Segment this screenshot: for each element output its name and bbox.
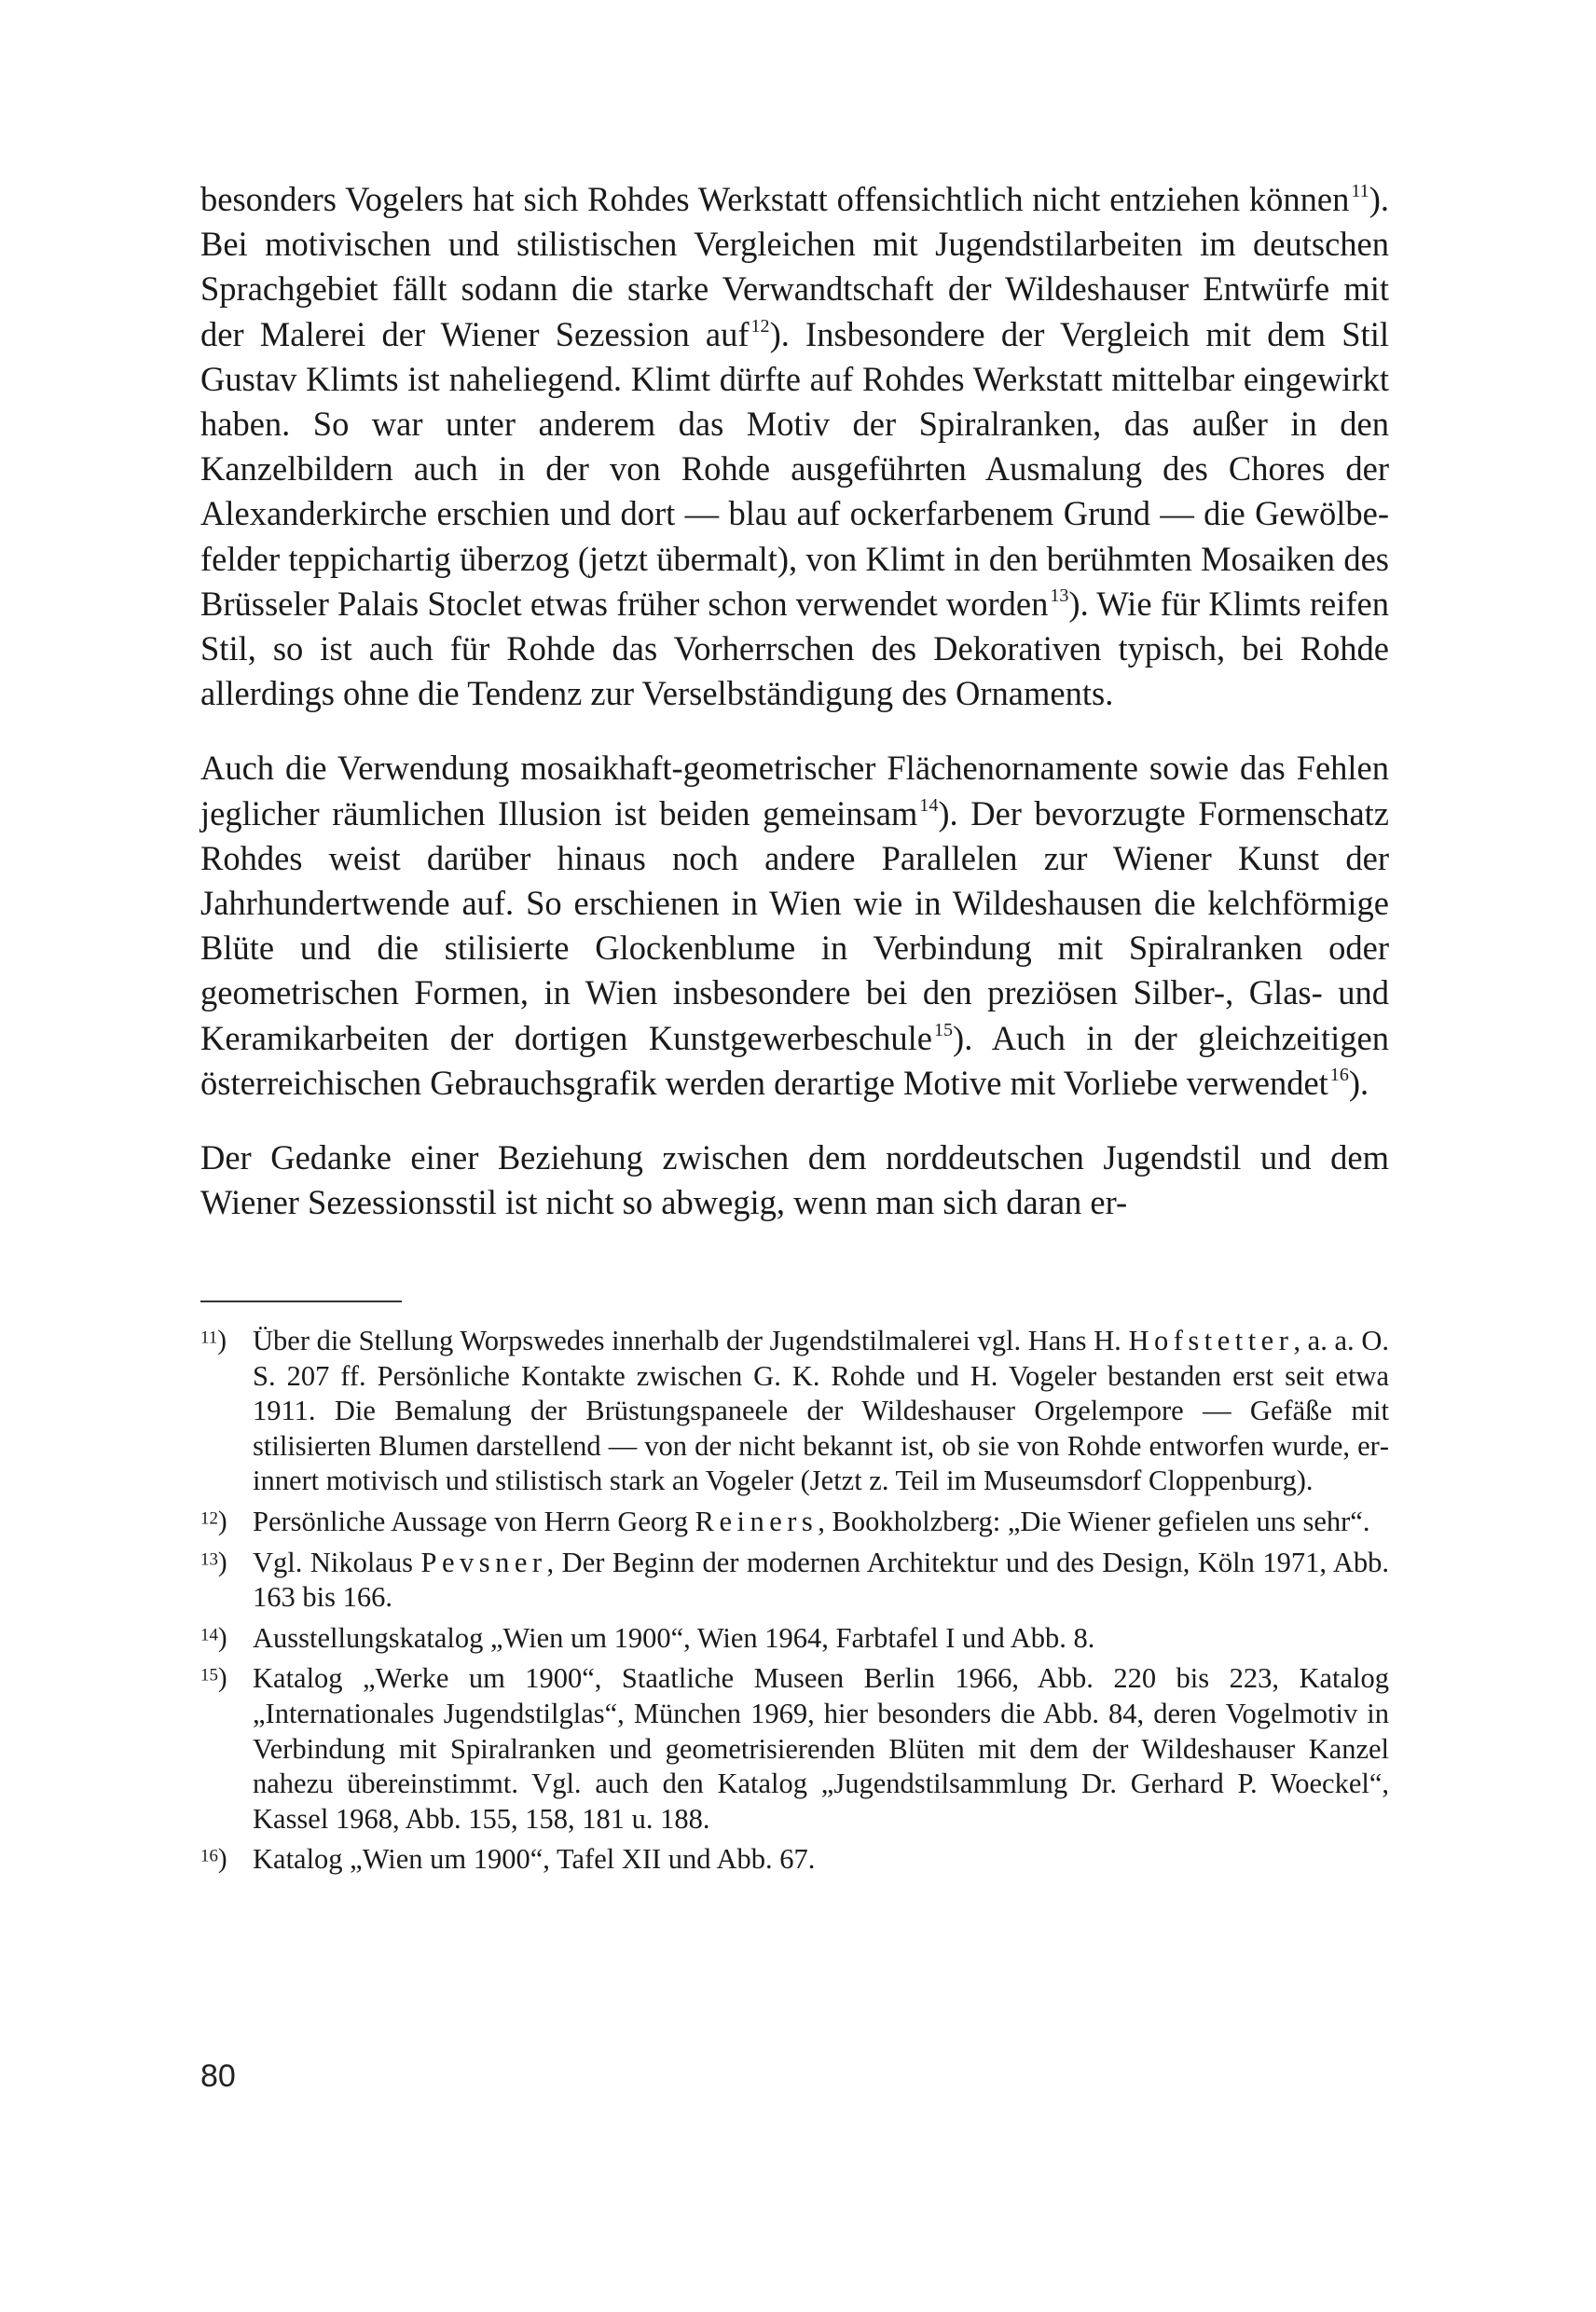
paragraph-text: ). Wie für Klimts reifen Stil, so ist auch für Rohde das Vorherrschen des Dekorativen typisch, bei Rohde allerdings ohne die Tendenz zur Verselbständigung des Ornaments. xyxy=(200,584,1390,713)
footnote-12 xyxy=(200,1505,1389,1540)
footnote-ref[interactable]: 16 xyxy=(1329,1064,1349,1085)
paragraph-text: Auch die Verwendung mosaikhaft-geometrischer Flächenornamente sowie das Fehlen jeglicher räumlichen Illusion ist beiden gemeinsam xyxy=(200,749,1389,833)
footnote-15 xyxy=(200,1661,1389,1837)
paragraph-2 xyxy=(200,746,1389,1106)
person-name: Reiners xyxy=(695,1505,819,1537)
paragraph-text: ). Auch in der gleichzeitigen österreichischen Gebrauchsgrafik werden derartige Motive mit Vorliebe verwendet xyxy=(200,1018,1389,1102)
footnote-14 xyxy=(200,1621,1389,1657)
footnote-number: 13) xyxy=(200,1547,227,1577)
footnote-ref[interactable]: 12 xyxy=(750,315,770,337)
footnote-text: Katalog „Werke um 1900“, Staatliche Museen Berlin 1966, Abb. 220 bis 223, Katalog „Internationales Jugendstilglas“, München 1969, hier besonders die Abb. 84, deren Vogelmotiv in Verbindung mit Spiralranken und geometrisierenden Blüten mit dem der Wildeshauser Kanzel nahezu übereinstimmt. Vgl. auch den Katalog „Jugendstilsammlung Dr. Gerhard P. Woeckel“, Kassel 1968, Abb. 155, 158, 181 u. 188. xyxy=(253,1662,1389,1835)
footnote-text: Über die Stellung Worpswedes innerhalb der Jugendstilmalerei vgl. Hans H. Hofstetter, a. a. O. S. 207 ff. Persönliche Kontakte zwischen G. K. Rohde und H. Vogeler bestanden erst seit etwa 1911. Die Bemalung der Brüstungspaneele der Wildeshauser Orgelempore — Gefäße mit stilisierten Blumen darstellend — von der nicht bekannt ist, ob sie von Rohde entworfen wurde, erinnert motivisch und stilistisch stark an Vogeler (Jetzt z. Teil im Museumsdorf Cloppenburg). xyxy=(253,1325,1389,1497)
paragraph-3 xyxy=(200,1135,1389,1225)
paragraph-text: ). Der bevorzugte Formenschatz Rohdes weist darüber hinaus noch andere Parallelen zur Wiener Kunst der Jahrhundertwende auf. So erschienen in Wien wie in Wildeshausen die kelchförmige Blüte und die stilisierte Glockenblume in Verbindung mit Spiralranken oder geometrischen Formen, in Wien insbesondere bei den preziösen Silber-, Glas- und Keramikarbeiten der dortigen Kunstgewerbeschule xyxy=(200,793,1389,1057)
footnote-13 xyxy=(200,1546,1389,1616)
paragraph-text: ). Bei motivischen und stilistischen Vergleichen mit Jugendstilarbeiten im deutschen Sprachgebiet fällt sodann die starke Verwandtschaft der Wildeshauser Entwürfe mit der Malerei der Wiener Sezession auf xyxy=(200,180,1389,353)
paragraph-text: Der Gedanke einer Beziehung zwischen dem norddeutschen Jugendstil und dem Wiener Sezessionsstil ist nicht so abwegig, wenn man sich daran er- xyxy=(200,1138,1389,1222)
paragraph-text: ). Insbesondere der Vergleich mit dem Stil Gustav Klimts ist naheliegend. Klimt dürfte auf Rohdes Werkstatt mittelbar eingewirkt haben. So war unter anderem das Motiv der Spiralranken, das außer in den Kanzelbildern auch in der von Rohde ausgeführten Ausmalung des Chores der Alexanderkirche erschien und dort — blau auf ockerfarbenem Grund — die Gewölbefelder teppichartig überzog (jetzt übermalt), von Klimt in den berühmten Mosaiken des Brüsseler Palais Stoclet etwas früher schon verwendet worden xyxy=(200,314,1389,623)
footnote-ref[interactable]: 13 xyxy=(1050,585,1069,606)
footnote-number: 14) xyxy=(200,1622,227,1653)
footnote-text: Persönliche Aussage von Herrn Georg Reiners, Bookholzberg: „Die Wiener gefielen uns sehr“. xyxy=(253,1505,1370,1537)
footnote-number: 15) xyxy=(200,1663,227,1694)
body-text xyxy=(200,177,1389,1225)
footnote-ref[interactable]: 11 xyxy=(1351,180,1369,201)
footnote-11 xyxy=(200,1324,1389,1499)
footnote-number: 12) xyxy=(200,1506,227,1536)
footnote-text: Ausstellungskatalog „Wien um 1900“, Wien 1964, Farbtafel I und Abb. 8. xyxy=(253,1621,1095,1654)
footnote-text: Katalog „Wien um 1900“, Tafel XII und Abb. 67. xyxy=(253,1843,816,1876)
paragraph-1 xyxy=(200,177,1389,716)
paragraph-text: besonders Vogelers hat sich Rohdes Werkstatt offensichtlich nicht entziehen können xyxy=(200,180,1350,218)
footnote-number: 11) xyxy=(200,1326,227,1356)
footnotes xyxy=(200,1324,1389,1883)
paragraph-text: ). xyxy=(1348,1063,1369,1102)
footnote-number: 16) xyxy=(200,1844,227,1875)
footnote-divider xyxy=(200,1300,402,1302)
page-number: 80 xyxy=(200,2058,236,2094)
footnote-16 xyxy=(200,1842,1389,1878)
footnote-ref[interactable]: 14 xyxy=(919,794,939,816)
author-name: Pevsner xyxy=(420,1546,547,1578)
footnote-text: Vgl. Nikolaus Pevsner, Der Beginn der modernen Architektur und des Design, Köln 1971, Abb. 163 bis 166. xyxy=(253,1546,1389,1614)
author-name: Hofstetter xyxy=(1128,1325,1294,1356)
footnote-ref[interactable]: 15 xyxy=(933,1019,954,1040)
